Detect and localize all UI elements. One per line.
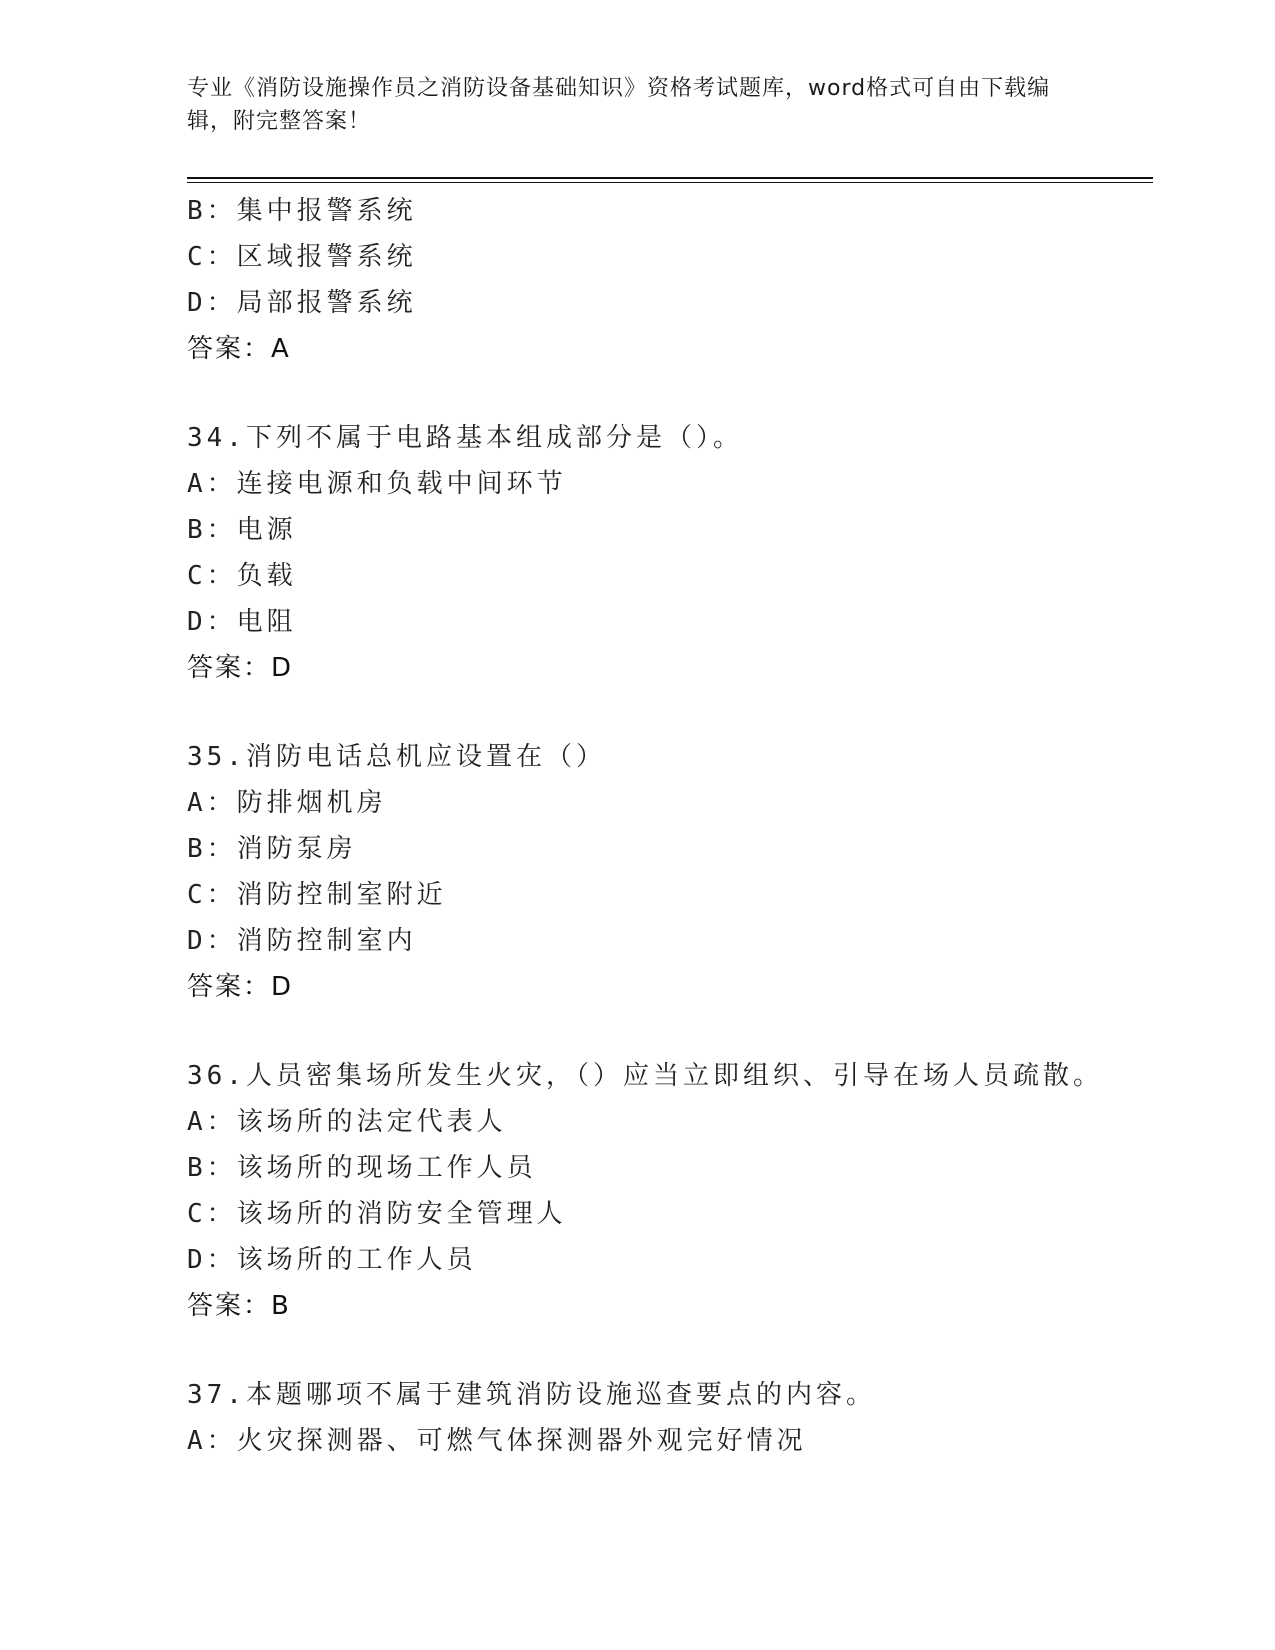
question-stem: 36.人员密集场所发生火灾，（）应当立即组织、引导在场人员疏散。	[187, 1061, 1103, 1091]
option-b: B：电源	[187, 515, 297, 545]
option-b: B：消防泵房	[187, 834, 357, 864]
option-d: D：电阻	[187, 607, 297, 637]
option-d: D：消防控制室内	[187, 926, 417, 956]
spacer	[187, 1329, 1147, 1372]
question-stem: 34.下列不属于电路基本组成部分是（）。	[187, 423, 743, 453]
option-a: A：防排烟机房	[187, 788, 387, 818]
answer-line: 答案：D	[187, 972, 294, 1002]
spacer	[187, 691, 1147, 734]
option-c: C：区域报警系统	[187, 242, 417, 272]
option-c: C：负载	[187, 561, 297, 591]
answer-line: 答案：A	[187, 334, 291, 364]
answer-line: 答案：D	[187, 653, 294, 683]
document-header: 专业《消防设施操作员之消防设备基础知识》资格考试题库，word格式可自由下载编辑，附完整答案！	[187, 76, 1051, 134]
answer-line: 答案：B	[187, 1291, 291, 1321]
option-c: C：该场所的消防安全管理人	[187, 1199, 567, 1229]
question-37	[187, 1372, 1147, 1464]
option-d: D：局部报警系统	[187, 288, 417, 318]
header-divider-thin	[187, 182, 1153, 183]
option-a: A：该场所的法定代表人	[187, 1107, 507, 1137]
option-a: A：连接电源和负载中间环节	[187, 469, 567, 499]
question-34	[187, 415, 1147, 691]
option-b: B：集中报警系统	[187, 196, 417, 226]
option-a: A：火灾探测器、可燃气体探测器外观完好情况	[187, 1426, 807, 1456]
option-c: C：消防控制室附近	[187, 880, 447, 910]
question-stem: 35.消防电话总机应设置在（）	[187, 742, 606, 772]
header-divider-thick	[187, 177, 1153, 179]
question-list	[187, 188, 1147, 1464]
question-33-continued	[187, 188, 1147, 372]
spacer	[187, 372, 1147, 415]
option-b: B：该场所的现场工作人员	[187, 1153, 537, 1183]
question-stem: 37.本题哪项不属于建筑消防设施巡查要点的内容。	[187, 1380, 876, 1410]
option-d: D：该场所的工作人员	[187, 1245, 477, 1275]
question-35	[187, 734, 1147, 1010]
spacer	[187, 1010, 1147, 1053]
question-36	[187, 1053, 1147, 1329]
